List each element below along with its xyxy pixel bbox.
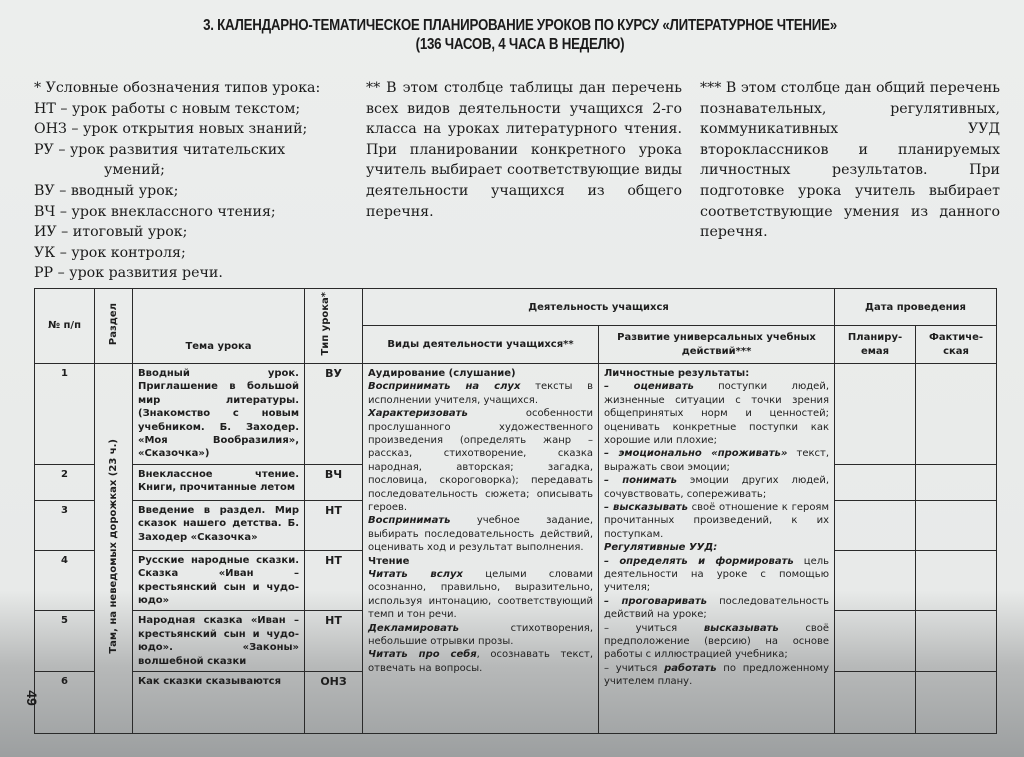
row-type: ОНЗ: [305, 672, 363, 734]
row-topic: Народная сказка «Иван – крестьянский сын и чудо-юдо». «Законы» волшебной сказки: [133, 611, 305, 672]
row-num: 3: [35, 500, 95, 550]
section-cell: [95, 363, 133, 733]
header-uud: Развитие универсальных учебных действий***: [599, 326, 835, 363]
header-topic: Тема урока: [133, 289, 305, 364]
row-type: НТ: [305, 611, 363, 672]
footnote-activities: ** В этом столбце таблицы дан перечень всех видов деятельности учащихся 2-го класса на уроках литературного чтения. При планировании конкретного урока учитель выбирает соответствующие виды деятельности учащихся из общего перечня.: [366, 80, 682, 220]
header-activity: Деятельность учащихся: [363, 289, 835, 326]
header-actual: Фактиче-ская: [916, 326, 997, 363]
row-num: 2: [35, 464, 95, 500]
legend-item: НТ – урок работы с новым текстом;: [34, 100, 301, 117]
date-actual-cell[interactable]: [916, 611, 997, 672]
row-type: НТ: [305, 550, 363, 611]
header-type: Тип урока*: [305, 289, 363, 364]
row-num: 4: [35, 550, 95, 611]
row-topic: Русские народные сказки. Сказка «Иван – крестьянский сын и чудо-юдо»: [133, 550, 305, 611]
table-row: [35, 363, 997, 464]
footnote-uud: *** В этом столбце дан общий перечень познавательных, регулятивных, коммуникативных УУД второклассников и планируемых личностных результатов. При подготовке урока учитель выбирает соответствующие умения из данного перечня.: [700, 80, 1000, 241]
date-planned-cell[interactable]: [835, 611, 916, 672]
activities-cell: Аудирование (слушание) Воспринимать на слух тексты в исполнении учителя, учащихся. Характеризовать особенности прослушанного художественного произведения (определять жанр – рассказ, стихотворение, сказка народная, авторская; загадка, пословица, скороговорка); передавать последовательность сюжета; описывать героев. Воспринимать учебное задание, выбирать последовательность действий, оценивать ход и результат выполнения. Чтение Читать вслух целыми словами осознанно, правильно, выразительно, используя интонацию, соответствующий темп и тон речи. Декламировать стихотворения, небольшие отрывки прозы. Читать про себя, осознавать текст, отвечать на вопросы.: [363, 363, 599, 733]
lesson-type-legend: [34, 78, 354, 284]
row-type: НТ: [305, 500, 363, 550]
legend-item: ИУ – итоговый урок;: [34, 224, 188, 241]
uud-cell: Личностные результаты: – оценивать поступки людей, жизненные ситуации с точки зрения общепринятых норм и ценностей; оценивать конкретные поступки как хорошие или плохие; – эмоционально «проживать» текст, выражать свои эмоции; – понимать эмоции других людей, сочувствовать, сопереживать; – высказывать своё отношение к героям прочитанных произведений, к их поступкам. Регулятивные УУД: – определять и формировать цель деятельности на уроке с помощью учителя; – проговаривать последовательность действий на уроке; – учиться высказывать своё предположение (версию) на основе работы с иллюстрацией учебника; – учиться работать по предложенному учителем плану.: [599, 363, 835, 733]
date-planned-cell[interactable]: [835, 500, 916, 550]
row-type: ВУ: [305, 363, 363, 464]
header-activity-kinds: Виды деятельности учащихся**: [363, 326, 599, 363]
section-name: Там, на неведомых дорожках (23 ч.): [107, 438, 119, 654]
date-actual-cell[interactable]: [916, 464, 997, 500]
legend-item: умений;: [104, 162, 165, 179]
date-planned-cell[interactable]: [835, 363, 916, 464]
legend-title: * Условные обозначения типов урока:: [34, 80, 321, 96]
lesson-plan-table: [34, 288, 997, 734]
legend-item: ВУ – вводный урок;: [34, 182, 179, 199]
legend-item: УК – урок контроля;: [34, 244, 186, 261]
date-actual-cell[interactable]: [916, 500, 997, 550]
date-actual-cell[interactable]: [916, 363, 997, 464]
header-num: № п/п: [35, 289, 95, 364]
row-topic: Как сказки сказываются: [133, 672, 305, 734]
row-topic: Вводный урок. Приглашение в большой мир литературы. (Знакомство с новым учебником. Б. Заходер. «Моя Вообразилия», «Сказочка»): [133, 363, 305, 464]
date-actual-cell[interactable]: [916, 550, 997, 611]
row-topic: Внеклассное чтение. Книги, прочитанные летом: [133, 464, 305, 500]
legend-item: ОНЗ – урок открытия новых знаний;: [34, 121, 308, 138]
legend-item: РУ – урок развития читательских: [34, 141, 286, 158]
row-num: 1: [35, 363, 95, 464]
row-topic: Введение в раздел. Мир сказок нашего детства. Б. Заходер «Сказочка»: [133, 500, 305, 550]
header-section: Раздел: [95, 289, 133, 364]
date-planned-cell[interactable]: [835, 464, 916, 500]
row-num: 6: [35, 672, 95, 734]
page-number: 49: [23, 690, 40, 706]
header-planned: Планиру-емая: [835, 326, 916, 363]
header-date: Дата проведения: [835, 289, 997, 326]
legend-item: РР – урок развития речи.: [34, 265, 223, 282]
date-planned-cell[interactable]: [835, 550, 916, 611]
date-planned-cell[interactable]: [835, 672, 916, 734]
legend-item: ВЧ – урок внеклассного чтения;: [34, 203, 276, 220]
title-line-2: (136 ЧАСОВ, 4 ЧАСА В НЕДЕЛЮ): [415, 36, 625, 53]
row-type: ВЧ: [305, 464, 363, 500]
date-actual-cell[interactable]: [916, 672, 997, 734]
row-num: 5: [35, 611, 95, 672]
page-title: [107, 16, 933, 54]
title-line-1: 3. КАЛЕНДАРНО-ТЕМАТИЧЕСКОЕ ПЛАНИРОВАНИЕ УРОКОВ ПО КУРСУ «ЛИТЕРАТУРНОЕ ЧТЕНИЕ»: [203, 17, 837, 34]
